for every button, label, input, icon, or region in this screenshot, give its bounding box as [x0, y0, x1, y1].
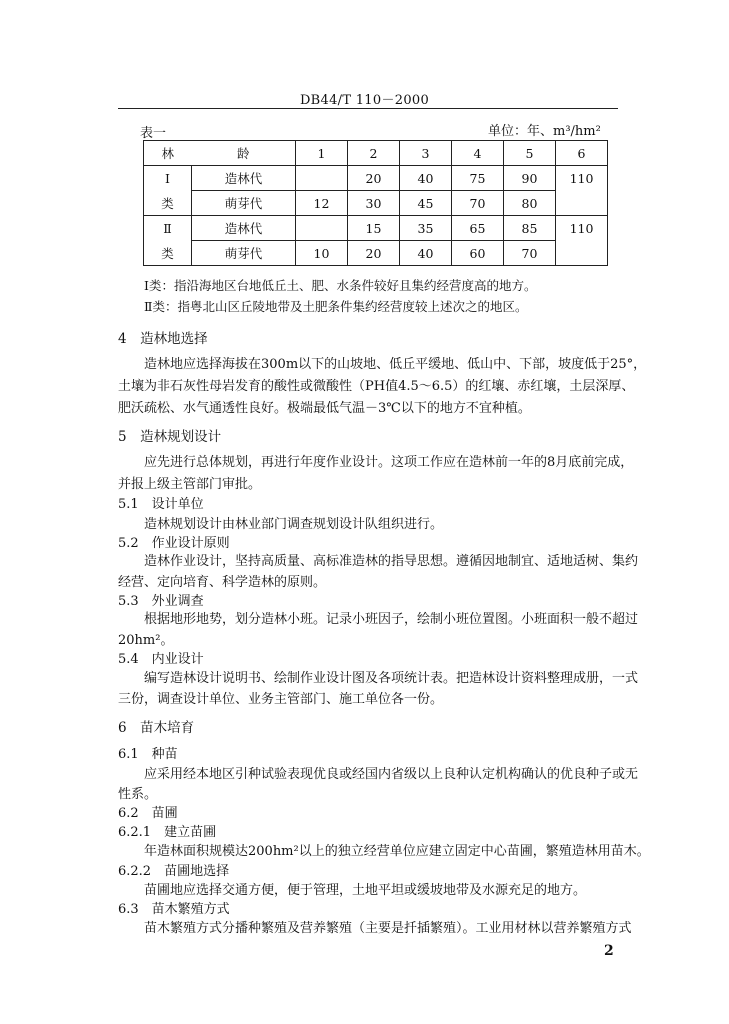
header-corner-left: 林	[144, 141, 192, 166]
paragraph-line: 三份，调查设计单位、业务主管部门、施工单位各一份。	[118, 692, 444, 707]
paragraph-line: 土壤为非石灰性母岩发育的酸性或微酸性（PH值4.5～6.5）的红壤、赤红壤，土层深厚、	[118, 379, 635, 394]
cell: 20	[348, 241, 400, 266]
cell	[296, 216, 348, 241]
standard-code: DB44/T 110－2000	[299, 93, 430, 108]
age-col-4: 4	[452, 141, 504, 166]
cell: 65	[452, 216, 504, 241]
cell: 70	[452, 191, 504, 216]
age-col-6: 6	[556, 141, 608, 166]
table-row	[144, 191, 608, 216]
cell: 85	[504, 216, 556, 241]
paragraph-line: 年造林面积规模达200hm²以上的独立经营单位应建立固定中心苗圃，繁殖造林用苗木。	[144, 844, 650, 859]
group-label-bottom: 类	[144, 191, 192, 216]
section-5-2-heading: 5.2 作业设计原则	[118, 536, 230, 551]
table-row	[144, 166, 608, 191]
group-label-bottom: 类	[144, 241, 192, 266]
section-6-1-heading: 6.1 种苗	[118, 747, 178, 762]
cell: 20	[348, 166, 400, 191]
paragraph-line: 性系。	[118, 787, 158, 802]
table-note-class-2: Ⅱ类：指粤北山区丘陵地带及土肥条件集约经营度较上述次之的地区。	[144, 299, 528, 314]
section-5-4-heading: 5.4 内业设计	[118, 652, 204, 667]
section-6-2-2-heading: 6.2.2 苗圃地选择	[118, 864, 230, 879]
table-header-row	[144, 141, 608, 166]
cell	[296, 166, 348, 191]
paragraph-line: 应采用经本地区引种试验表现优良或经国内省级以上良种认定机构确认的优良种子或无	[144, 767, 639, 782]
section-5-heading: 5 造林规划设计	[118, 429, 222, 445]
cell: 80	[504, 191, 556, 216]
section-4-heading: 4 造林地选择	[118, 331, 208, 347]
row-type: 造林代	[192, 216, 296, 241]
paragraph-line: 造林规划设计由林业部门调查规划设计队组织进行。	[144, 517, 444, 532]
cell: 110	[556, 216, 608, 241]
yield-table	[143, 140, 608, 266]
section-6-2-1-heading: 6.2.1 建立苗圃	[118, 825, 217, 840]
section-6-2-heading: 6.2 苗圃	[118, 806, 178, 821]
group-label-top: Ⅱ	[144, 216, 192, 241]
age-col-3: 3	[400, 141, 452, 166]
row-type: 萌芽代	[192, 241, 296, 266]
section-5-1-heading: 5.1 设计单位	[118, 497, 204, 512]
table-note-class-1: Ⅰ类：指沿海地区台地低丘土、肥、水条件较好且集约经营度高的地方。	[144, 278, 537, 293]
cell: 10	[296, 241, 348, 266]
cell: 40	[400, 241, 452, 266]
paragraph-line: 应先进行总体规划，再进行年度作业设计。这项工作应在造林前一年的8月底前完成，	[144, 455, 634, 470]
table-unit: 单位：年、m³/hm²	[488, 124, 601, 139]
row-type: 造林代	[192, 166, 296, 191]
paragraph-line: 苗木繁殖方式分播种繁殖及营养繁殖（主要是扦插繁殖）。工业用材林以营养繁殖方式	[144, 921, 632, 936]
paragraph-line: 造林作业设计，坚持高质量、高标准造林的指导思想。遵循因地制宜、适地适树、集约	[144, 554, 639, 569]
row-type: 萌芽代	[192, 191, 296, 216]
table-row	[144, 216, 608, 241]
cell: 75	[452, 166, 504, 191]
cell: 45	[400, 191, 452, 216]
cell: 60	[452, 241, 504, 266]
age-col-1: 1	[296, 141, 348, 166]
paragraph-line: 肥沃疏松、水气通透性良好。极端最低气温－3℃以下的地方不宜种植。	[118, 401, 531, 416]
header-divider	[118, 108, 618, 109]
cell: 70	[504, 241, 556, 266]
section-6-3-heading: 6.3 苗木繁殖方式	[118, 902, 230, 917]
paragraph-line: 根据地形地势，划分造林小班。记录小班因子，绘制小班位置图。小班面积一般不超过	[144, 612, 639, 627]
table-title: 表一	[140, 126, 167, 141]
paragraph-line: 经营、定向培育、科学造林的原则。	[118, 575, 327, 590]
cell: 90	[504, 166, 556, 191]
age-col-5: 5	[504, 141, 556, 166]
section-5-3-heading: 5.3 外业调查	[118, 594, 204, 609]
paragraph-line: 编写造林设计说明书、绘制作业设计图及各项统计表。把造林设计资料整理成册，一式	[144, 671, 639, 686]
age-col-2: 2	[348, 141, 400, 166]
cell	[556, 241, 608, 266]
cell: 12	[296, 191, 348, 216]
table-row	[144, 241, 608, 266]
cell: 15	[348, 216, 400, 241]
paragraph-line: 造林地应选择海拔在300m以下的山坡地、低丘平缓地、低山中、下部，坡度低于25°，	[144, 357, 647, 372]
page-number: 2	[604, 943, 614, 959]
cell: 110	[556, 166, 608, 191]
group-label-top: Ⅰ	[144, 166, 192, 191]
cell: 30	[348, 191, 400, 216]
header-corner-right: 龄	[192, 141, 296, 166]
paragraph-line: 并报上级主管部门审批。	[118, 477, 262, 492]
paragraph-line: 20hm²。	[118, 633, 174, 648]
paragraph-line: 苗圃地应选择交通方便，便于管理，土地平坦或缓坡地带及水源充足的地方。	[144, 883, 587, 898]
cell: 40	[400, 166, 452, 191]
section-6-heading: 6 苗木培育	[118, 720, 195, 736]
cell: 35	[400, 216, 452, 241]
cell	[556, 191, 608, 216]
